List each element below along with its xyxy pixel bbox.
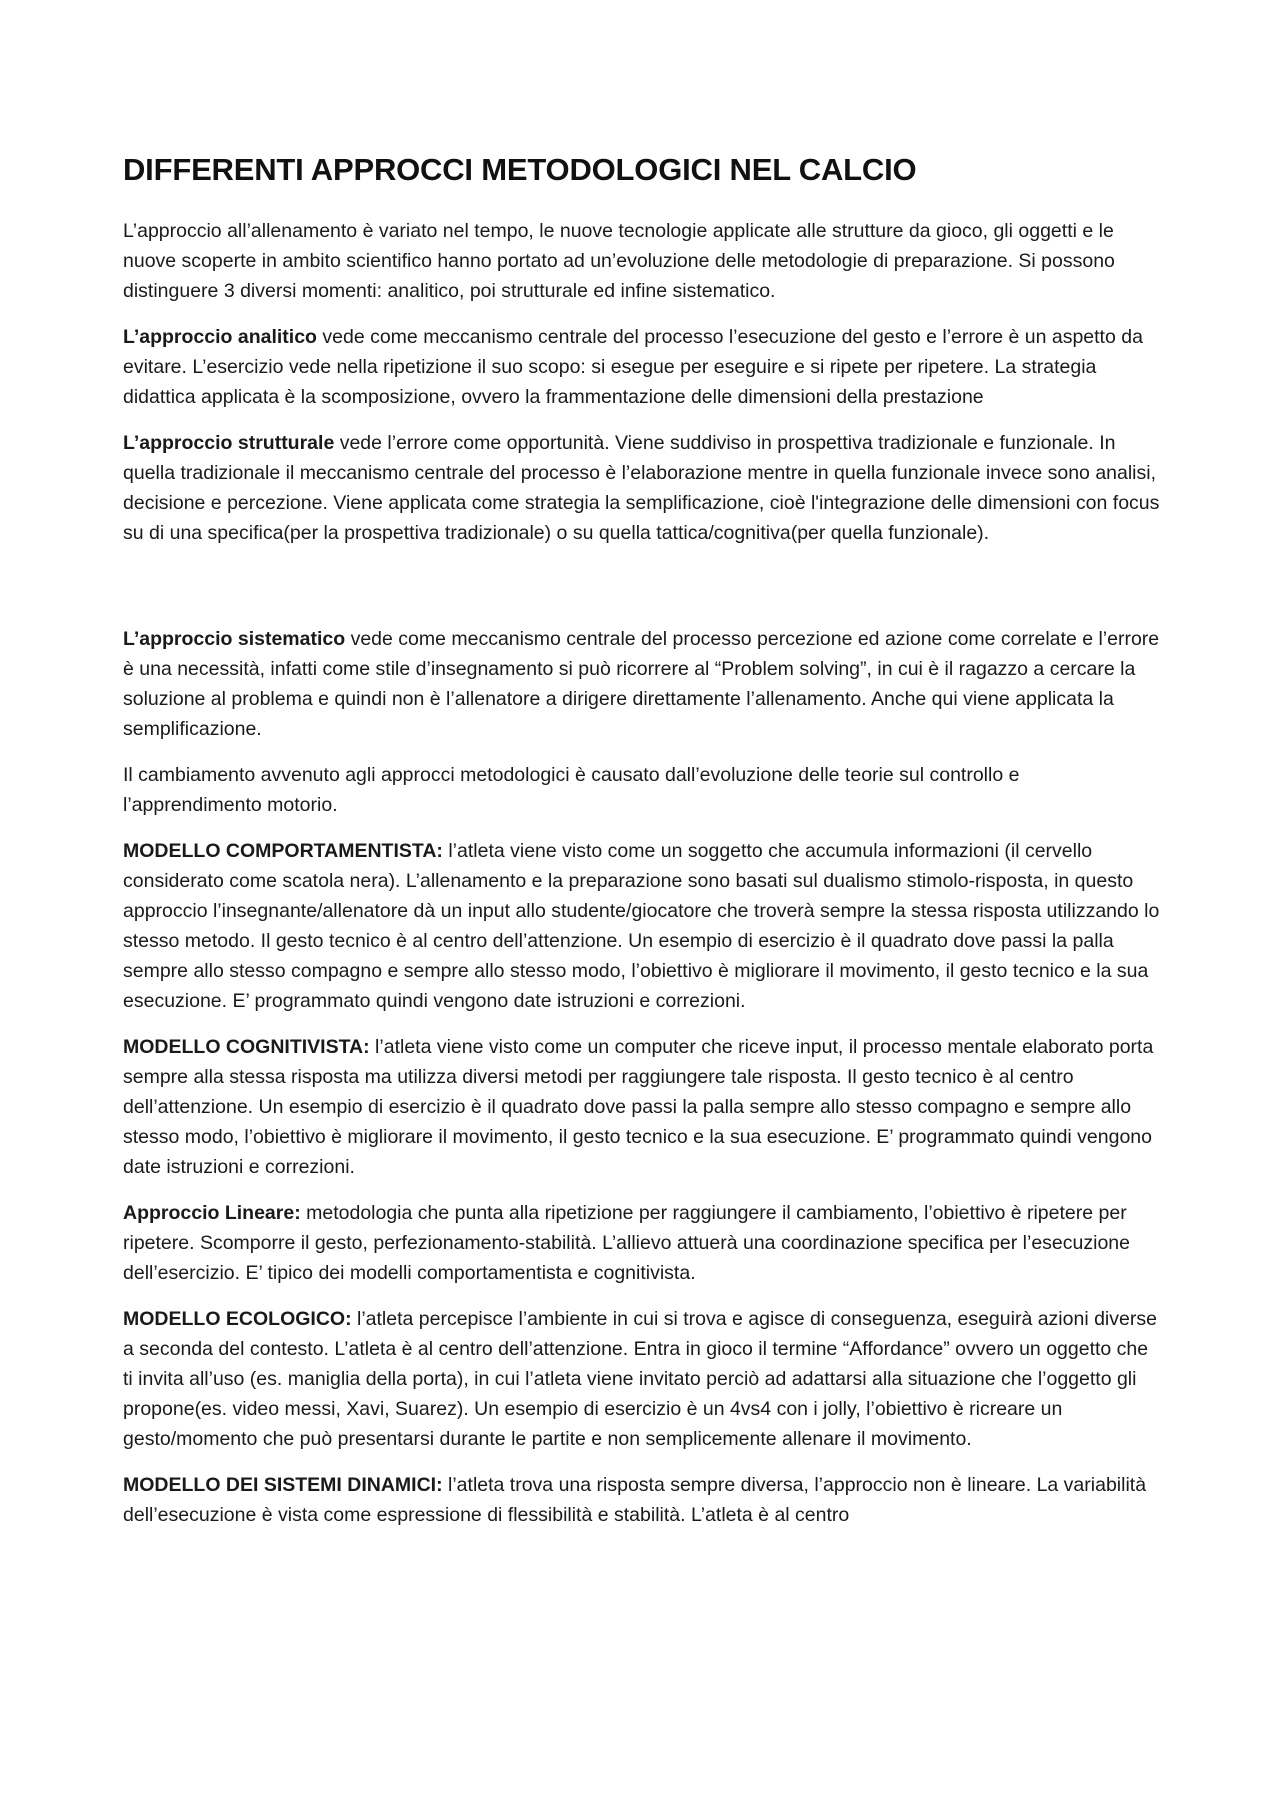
paragraph-approccio-lineare <box>123 1198 1163 1288</box>
blank-space <box>123 564 1163 624</box>
text-approccio-analitico: vede come meccanismo centrale del processo l’esecuzione del gesto e l’errore è un aspetto da evitare. L’esercizio vede nella ripetizione il suo scopo: si esegue per eseguire e si ripete per ripetere. La strategia didattica applicata è la scomposizione, ovvero la frammentazione delle dimensioni della prestazione <box>123 326 1143 408</box>
text-modello-sistemi-dinamici: l’atleta trova una risposta sempre diversa, l’approccio non è lineare. La variabilità dell’esecuzione è vista come espressione di flessibilità e stabilità. L’atleta è al centro <box>123 1474 1147 1526</box>
paragraph-approccio-analitico <box>123 322 1163 412</box>
paragraph-modello-ecologico <box>123 1304 1163 1454</box>
text-modello-ecologico: l’atleta percepisce l’ambiente in cui si trova e agisce di conseguenza, eseguirà azioni diverse a seconda del contesto. L’atleta è al centro dell’attenzione. Entra in gioco il termine “Affordance” ovvero un oggetto che ti invita all’uso (es. maniglia della porta), in cui l’atleta viene invitato perciò ad adattarsi alla situazione che l’oggetto gli propone(es. video messi, Xavi, Suarez). Un esempio di esercizio è un 4vs4 con i jolly, l’obiettivo è ricreare un gesto/momento che può presentarsi durante le partite e non semplicemente allenare il movimento. <box>123 1308 1157 1450</box>
paragraph-modello-cognitivista <box>123 1032 1163 1182</box>
intro-paragraph: L’approccio all’allenamento è variato nel tempo, le nuove tecnologie applicate alle strutture da gioco, gli oggetti e le nuove scoperte in ambito scientifico hanno portato ad un’evoluzione delle metodologie di preparazione. Si possono distinguere 3 diversi momenti: analitico, poi strutturale ed infine sistematico. <box>123 220 1115 302</box>
text-modello-comportamentista: l’atleta viene visto come un soggetto che accumula informazioni (il cervello considerato come scatola nera). L’allenamento e la preparazione sono basati sul dualismo stimolo-risposta, in questo approccio l’insegnante/allenatore dà un input allo studente/giocatore che troverà sempre la stessa risposta utilizzando lo stesso metodo. Il gesto tecnico è al centro dell’attenzione. Un esempio di esercizio è il quadrato dove passi la palla sempre allo stesso compagno e sempre allo stesso modo, l’obiettivo è migliorare il movimento, il gesto tecnico e la sua esecuzione. E’ programmato quindi vengono date istruzioni e correzioni. <box>123 840 1160 1012</box>
term-approccio-lineare: Approccio Lineare: <box>123 1202 301 1224</box>
term-modello-sistemi-dinamici: MODELLO DEI SISTEMI DINAMICI: <box>123 1474 443 1496</box>
term-modello-ecologico: MODELLO ECOLOGICO: <box>123 1308 352 1330</box>
text-approccio-strutturale: vede l’errore come opportunità. Viene suddiviso in prospettiva tradizionale e funzionale. In quella tradizionale il meccanismo centrale del processo è l’elaborazione mentre in quella funzionale invece sono analisi, decisione e percezione. Viene applicata come strategia la semplificazione, cioè l'integrazione delle dimensioni con focus su di una specifica(per la prospettiva tradizionale) o su quella tattica/cognitiva(per quella funzionale). <box>123 432 1160 544</box>
term-approccio-strutturale: L’approccio strutturale <box>123 432 335 454</box>
term-modello-comportamentista: MODELLO COMPORTAMENTISTA: <box>123 840 443 862</box>
paragraph-modello-comportamentista <box>123 836 1163 1016</box>
text-approccio-sistematico: vede come meccanismo centrale del processo percezione ed azione come correlate e l’errore è una necessità, infatti come stile d’insegnamento si può ricorrere al “Problem solving”, in cui è il ragazzo a cercare la soluzione al problema e quindi non è l’allenatore a dirigere direttamente l’allenamento. Anche qui viene applicata la semplificazione. <box>123 628 1160 740</box>
paragraph-approccio-strutturale <box>123 428 1163 548</box>
text-modello-cognitivista: l’atleta viene visto come un computer che riceve input, il processo mentale elaborato porta sempre alla stessa risposta ma utilizza diversi metodi per raggiungere tale risposta. Il gesto tecnico è al centro dell’attenzione. Un esempio di esercizio è il quadrato dove passi la palla sempre allo stesso compagno e sempre allo stesso modo, l’obiettivo è migliorare il movimento, il gesto tecnico e la sua esecuzione. E’ programmato quindi vengono date istruzioni e correzioni. <box>123 1036 1154 1178</box>
term-modello-cognitivista: MODELLO COGNITIVISTA: <box>123 1036 370 1058</box>
text-approccio-lineare: metodologia che punta alla ripetizione per raggiungere il cambiamento, l’obiettivo è ripetere per ripetere. Scomporre il gesto, perfezionamento-stabilità. L’allievo attuerà una coordinazione specifica per l’esecuzione dell’esercizio. E’ tipico dei modelli comportamentista e cognitivista. <box>123 1202 1130 1284</box>
document-page <box>123 150 1163 1546</box>
paragraph-modello-sistemi-dinamici <box>123 1470 1163 1530</box>
paragraph-approccio-sistematico <box>123 624 1163 744</box>
paragraph-cambiamento: Il cambiamento avvenuto agli approcci metodologici è causato dall’evoluzione delle teorie sul controllo e l’apprendimento motorio. <box>123 764 1020 816</box>
term-approccio-analitico: L’approccio analitico <box>123 326 317 348</box>
term-approccio-sistematico: L’approccio sistematico <box>123 628 346 650</box>
document-title: DIFFERENTI APPROCCI METODOLOGICI NEL CALCIO <box>123 152 917 187</box>
